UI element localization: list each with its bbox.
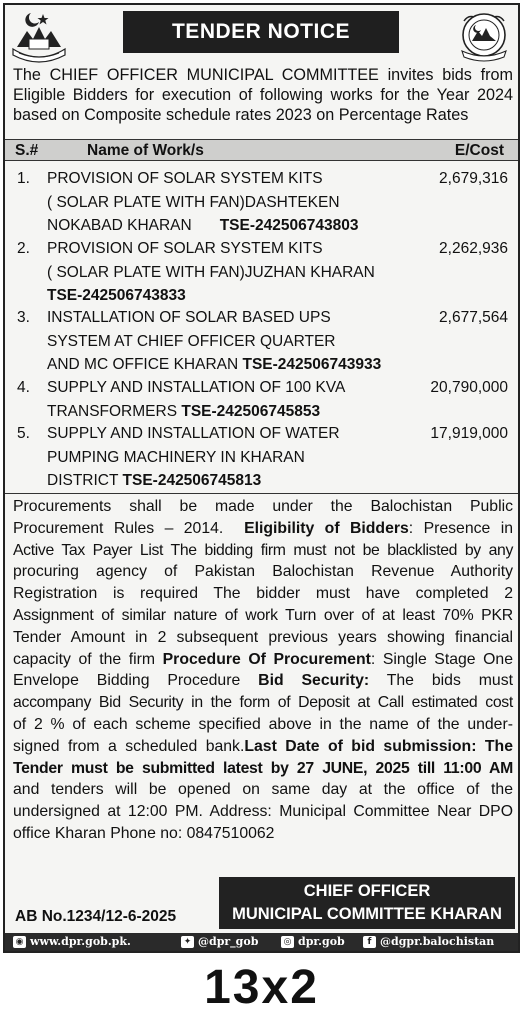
body-line: Procurements shall be made under the Balochistan Public [13,498,513,515]
row-number: 5. [17,425,30,442]
tse-number: TSE-242506743833 [47,287,186,304]
work-line: PUMPING MACHINERY IN KHARAN [47,448,305,466]
facebook-icon: f [363,936,376,948]
body-line: and tenders will be opened on same day at the office of the [13,781,513,799]
row-cost: 17,919,000 [430,425,508,442]
row-number: 4. [17,379,30,396]
footer-bar [5,933,518,951]
row-work [47,306,407,377]
body-line: Assignment of similar nature of work Turn over of at least 70% PKR [13,606,513,624]
row-work [47,237,407,308]
intro-line: Eligible Bidders for execution of following works for the Year 2024 [13,86,513,104]
work-line: PROVISION OF SOLAR SYSTEM KITS [47,240,323,257]
body-text: The bids must [386,672,513,690]
section-divider [5,493,518,494]
row-work [47,167,407,238]
body-line: office Kharan Phone no: 0847510062 [13,824,275,842]
last-date-heading: Last Date of bid submission: The [244,737,513,755]
notice-title: TENDER NOTICE [123,11,399,53]
work-line: AND MC OFFICE KHARAN [47,356,239,373]
body-text: Envelope Bidding Procedure [13,672,241,690]
body-line: accompany Bid Security in the form of Deposit at Call estimated cost [13,694,513,712]
tse-number: TSE-242506745813 [122,472,262,489]
row-number: 1. [17,170,30,187]
work-line: PROVISION OF SOLAR SYSTEM KITS [47,170,323,187]
bid-security-heading: Bid Security: [258,672,370,690]
tse-number: TSE-242506743933 [242,356,382,373]
conditions-paragraph [13,496,513,845]
work-line: SYSTEM AT CHIEF OFFICER QUARTER [47,332,336,350]
signoff-box [219,877,515,929]
work-line: ( SOLAR PLATE WITH FAN)JUZHAN KHARAN [47,263,375,281]
work-line: DISTRICT [47,472,119,489]
row-number: 3. [17,309,30,326]
twitter-handle[interactable]: @dpr_gob [198,935,259,948]
ab-number: AB No.1234/12-6-2025 [15,908,177,925]
ad-size-label: 13x2 [204,961,319,1014]
deadline-line: Tender must be submitted latest by 27 JUNE, 2025 till 11:00 AM [13,759,513,777]
procedure-heading: Procedure Of Procurement [162,650,371,668]
balochistan-emblem-icon [9,9,69,63]
work-line: NOKABAD KHARAN [47,217,192,234]
intro-line: The CHIEF OFFICER MUNICIPAL COMMITTEE invites bids from [13,66,513,84]
globe-icon: ◉ [13,936,26,948]
header-cost: E/Cost [454,142,504,159]
body-text: signed from a scheduled bank. [13,737,245,755]
municipal-seal-icon [454,9,514,63]
eligibility-heading: Eligibility of Bidders [244,519,409,537]
tender-notice-frame [3,3,520,953]
tse-number: TSE-242506745853 [181,402,321,420]
body-line: procuring agency of Pakistan Balochistan Revenue Authority [13,563,513,581]
works-table-header [5,139,518,161]
row-work [47,376,407,423]
signoff-line: CHIEF OFFICER [303,882,431,900]
facebook-handle[interactable]: @dgpr.balochistan [380,935,495,948]
row-cost: 2,679,316 [439,170,508,187]
body-line: Registration is required The bidder must have completed 2 [13,585,513,603]
work-line: ( SOLAR PLATE WITH FAN)DASHTEKEN [47,193,340,211]
intro-paragraph [13,65,513,125]
tse-number: TSE-242506743803 [219,217,359,234]
body-text: : Presence in [408,519,513,537]
body-line: of 2 % of each scheme specified above in the name of the under- [13,715,513,733]
row-cost: 2,677,564 [439,309,508,326]
work-line: TRANSFORMERS [47,402,178,420]
row-work [47,422,407,493]
intro-line: based on Composite schedule rates 2023 on Percentage Rates [13,106,469,124]
notice-header [5,5,518,63]
body-text: Procurement Rules – 2014. [13,519,224,537]
body-text: : Single Stage One [370,650,514,668]
work-line: SUPPLY AND INSTALLATION OF 100 KVA [47,379,346,396]
twitter-icon: ✦ [181,936,194,948]
signoff-line: MUNICIPAL COMMITTEE KHARAN [232,905,502,923]
header-sno: S.# [15,142,39,159]
header-work: Name of Work/s [87,142,204,159]
row-cost: 20,790,000 [430,379,508,396]
body-line: undersigned at 12:00 PM. Address: Municipal Committee Near DPO [13,803,513,821]
row-number: 2. [17,240,30,257]
instagram-handle[interactable]: dpr.gob [298,935,345,948]
body-text: capacity of the firm [13,650,156,668]
instagram-icon: ◎ [281,936,294,948]
website-link[interactable]: www.dpr.gob.pk. [30,935,131,948]
work-line: INSTALLATION OF SOLAR BASED UPS [47,309,331,326]
work-line: SUPPLY AND INSTALLATION OF WATER [47,425,340,442]
body-line: Active Tax Payer List The bidding firm must not be blacklisted by any [13,541,513,559]
body-line: Tender Amount in 2 subsequent previous years showing financial [13,628,513,646]
row-cost: 2,262,936 [439,240,508,257]
